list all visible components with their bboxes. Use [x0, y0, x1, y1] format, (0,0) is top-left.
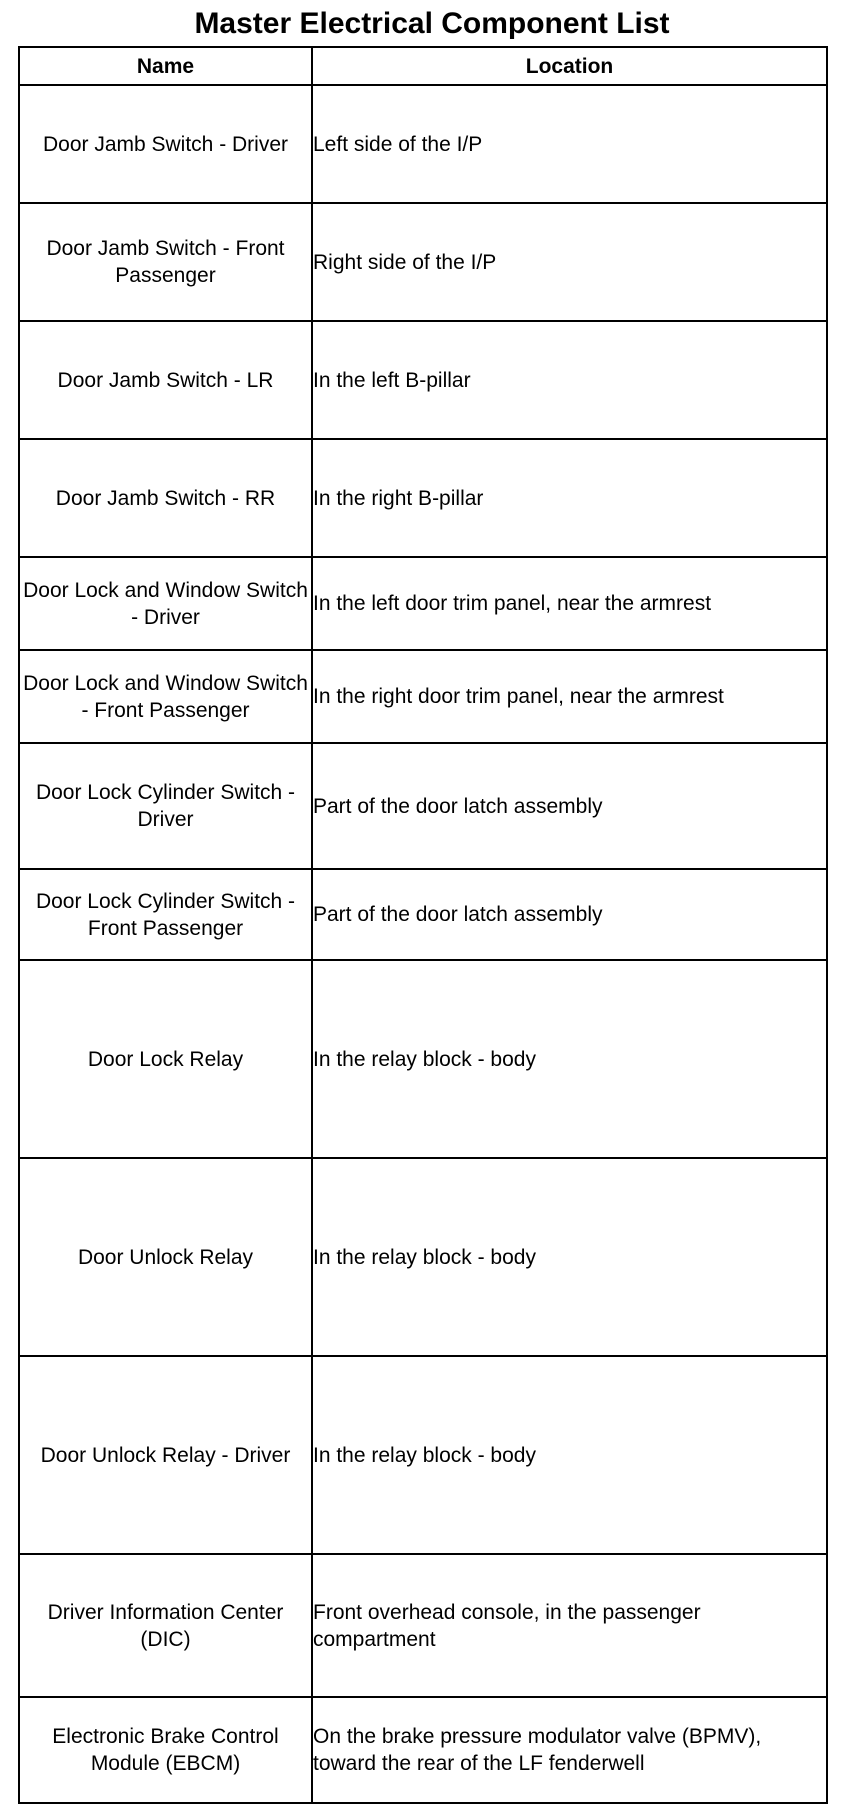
page-title: Master Electrical Component List	[194, 7, 670, 40]
component-location: Front overhead console, in the passenger compartment	[312, 1554, 827, 1697]
component-table	[18, 46, 828, 1804]
column-header-name: Name	[19, 47, 312, 85]
component-location: In the relay block - body	[312, 1356, 827, 1554]
table-header-row	[19, 47, 827, 85]
component-name: Door Lock Cylinder Switch - Front Passenger	[19, 869, 312, 960]
component-name: Door Lock Relay	[19, 960, 312, 1158]
component-name: Electronic Brake Control Module (EBCM)	[19, 1697, 312, 1803]
table-row	[19, 743, 827, 869]
component-location: In the relay block - body	[312, 960, 827, 1158]
table-row	[19, 1554, 827, 1697]
component-location: Part of the door latch assembly	[312, 869, 827, 960]
component-location: Right side of the I/P	[312, 203, 827, 321]
table-row	[19, 960, 827, 1158]
table-row	[19, 650, 827, 743]
component-name: Door Lock and Window Switch - Driver	[19, 557, 312, 650]
table-row	[19, 85, 827, 203]
component-name: Door Lock and Window Switch - Front Passenger	[19, 650, 312, 743]
component-name: Door Unlock Relay - Driver	[19, 1356, 312, 1554]
table-row	[19, 1697, 827, 1803]
component-name: Door Jamb Switch - LR	[19, 321, 312, 439]
table-row	[19, 557, 827, 650]
component-location: On the brake pressure modulator valve (BPMV), toward the rear of the LF fenderwell	[312, 1697, 827, 1803]
component-location: In the right door trim panel, near the armrest	[312, 650, 827, 743]
component-name: Door Jamb Switch - RR	[19, 439, 312, 557]
table-row	[19, 1356, 827, 1554]
table-row	[19, 203, 827, 321]
component-name: Door Lock Cylinder Switch - Driver	[19, 743, 312, 869]
component-location: In the left door trim panel, near the armrest	[312, 557, 827, 650]
component-location: Part of the door latch assembly	[312, 743, 827, 869]
table-row	[19, 321, 827, 439]
component-location: In the relay block - body	[312, 1158, 827, 1356]
component-name: Door Unlock Relay	[19, 1158, 312, 1356]
component-location: In the right B-pillar	[312, 439, 827, 557]
component-location: In the left B-pillar	[312, 321, 827, 439]
column-header-location: Location	[312, 47, 827, 85]
table-row	[19, 1158, 827, 1356]
component-location: Left side of the I/P	[312, 85, 827, 203]
component-name: Door Jamb Switch - Front Passenger	[19, 203, 312, 321]
component-name: Driver Information Center (DIC)	[19, 1554, 312, 1697]
table-row	[19, 869, 827, 960]
table-row	[19, 439, 827, 557]
component-name: Door Jamb Switch - Driver	[19, 85, 312, 203]
